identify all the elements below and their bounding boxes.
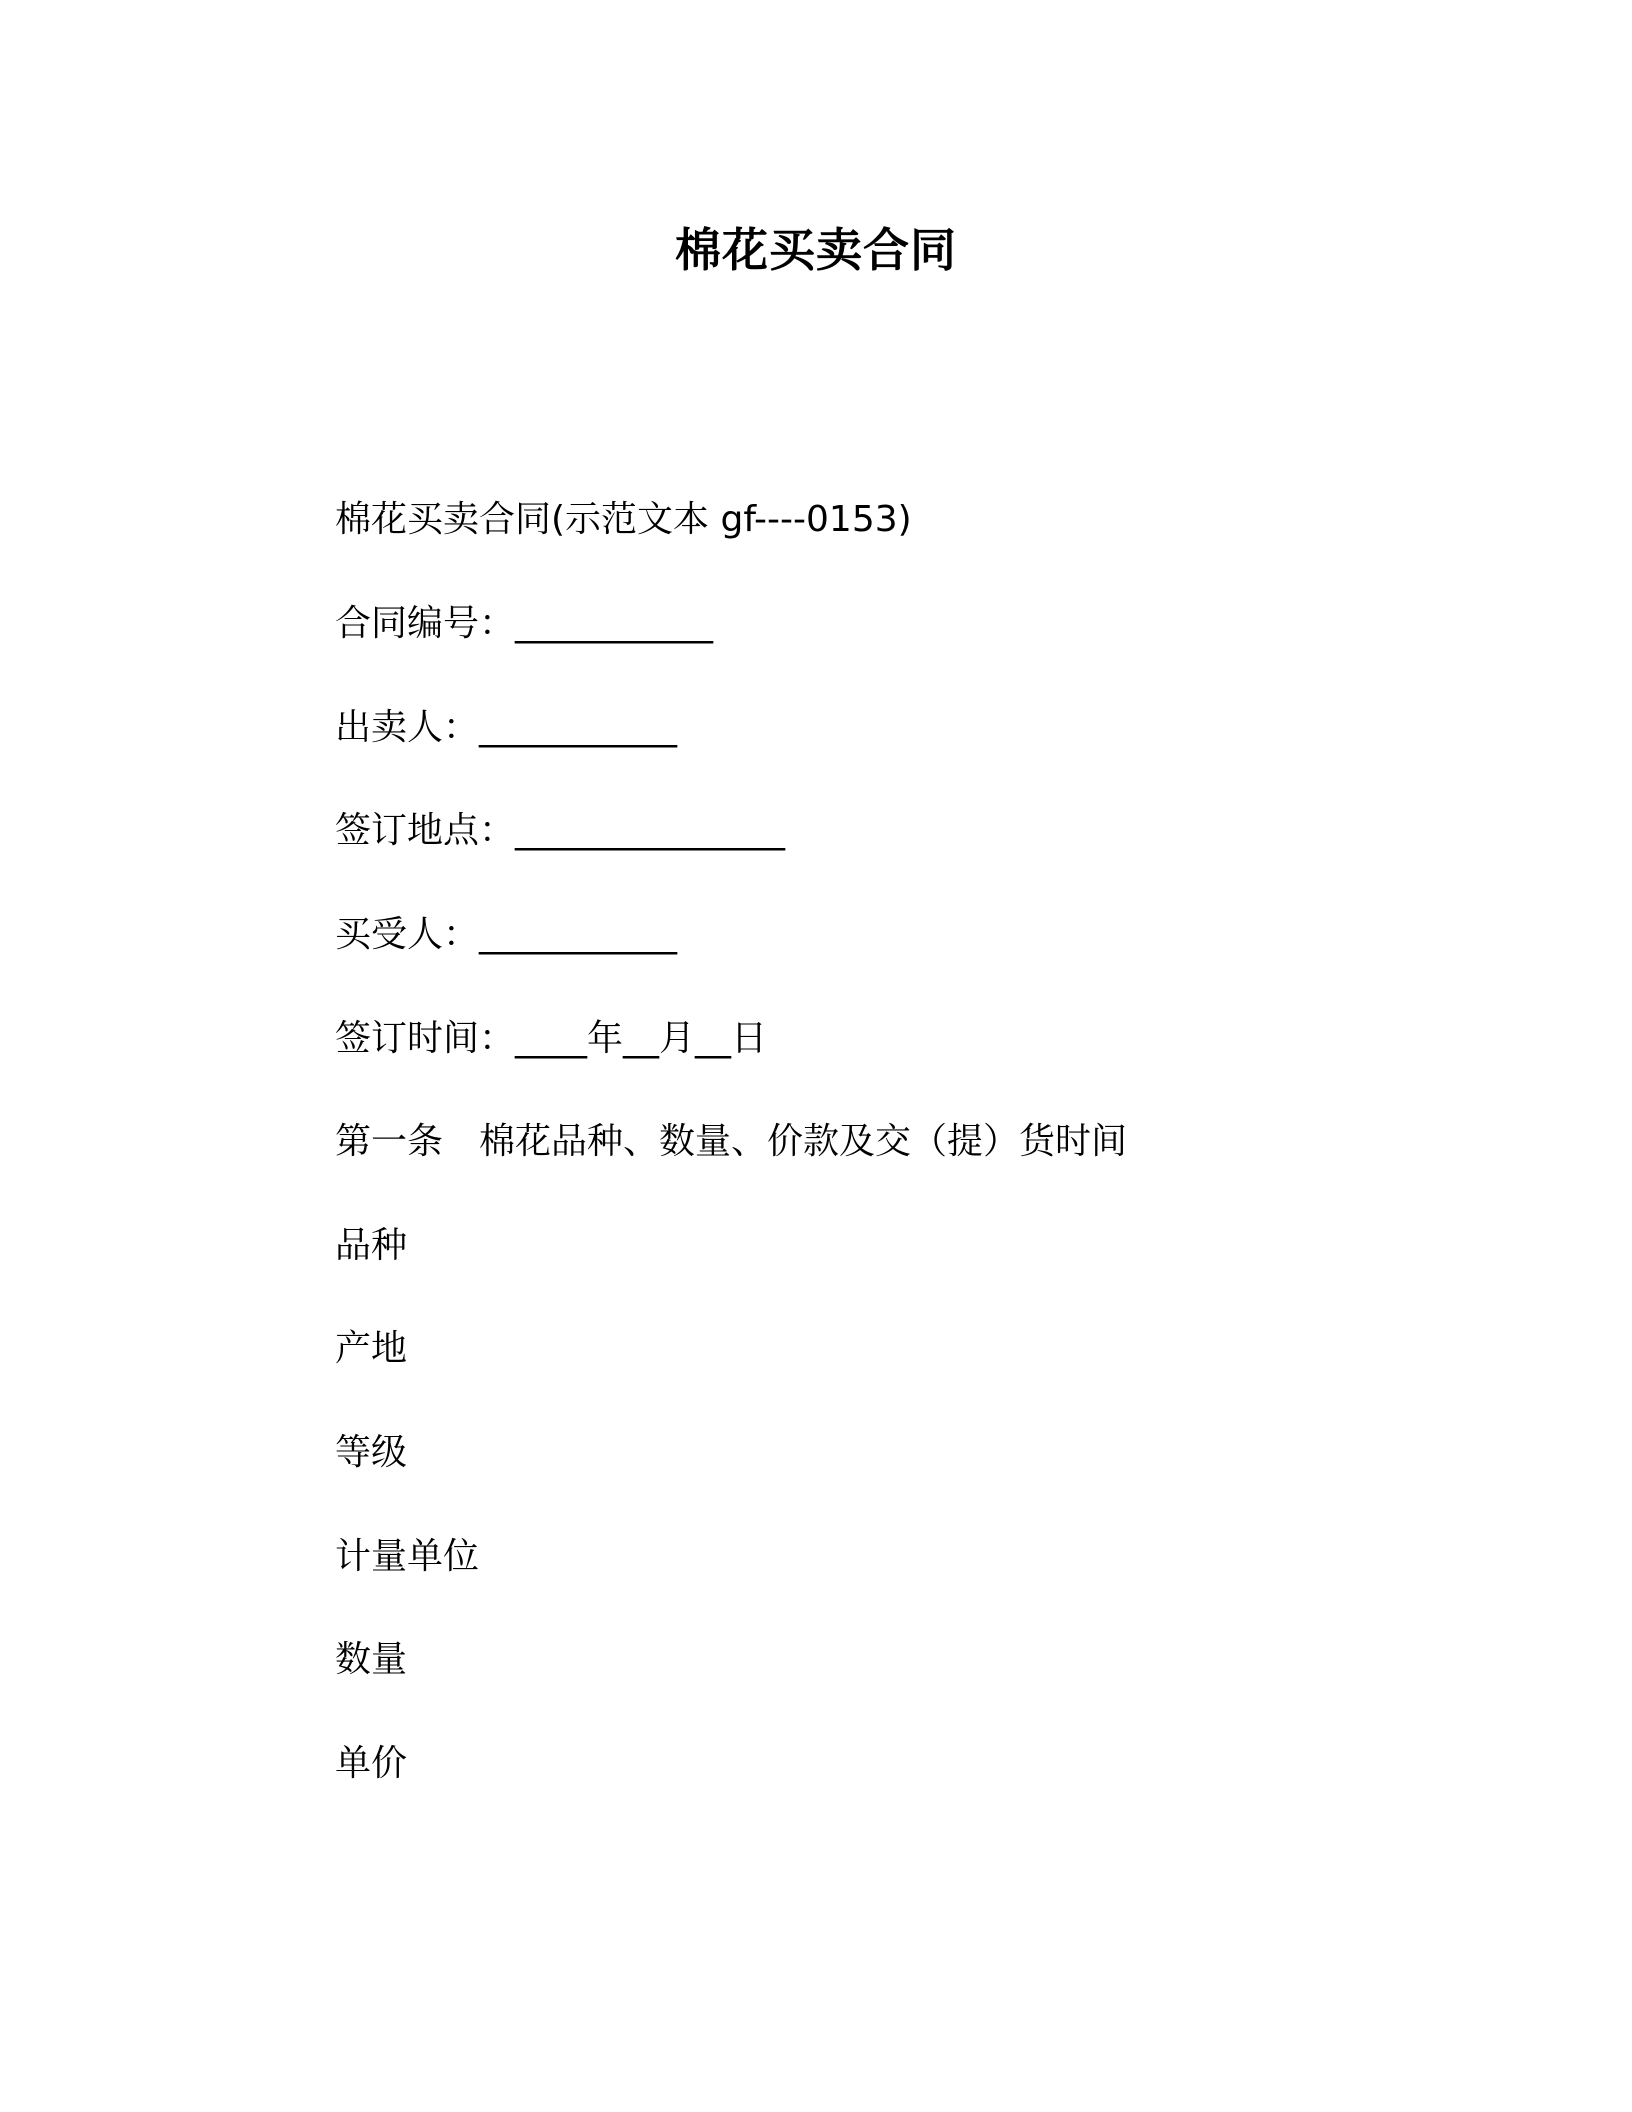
buyer-field: 买受人：___________ xyxy=(335,914,678,955)
contract-subtitle: 棉花买卖合同(示范文本 gf----0153) xyxy=(335,499,912,540)
item-unit-price: 单价 xyxy=(335,1743,408,1784)
signing-date-field: 签订时间：____年__月__日 xyxy=(335,1018,768,1059)
signing-place-field: 签订地点：_______________ xyxy=(335,810,786,851)
document-title: 棉花买卖合同 xyxy=(675,223,957,277)
seller-field: 出卖人：___________ xyxy=(335,707,678,748)
contract-number-field: 合同编号：___________ xyxy=(335,603,714,644)
item-grade: 等级 xyxy=(335,1432,408,1473)
article-one-heading: 第一条 棉花品种、数量、价款及交（提）货时间 xyxy=(335,1121,1128,1162)
item-unit: 计量单位 xyxy=(335,1536,480,1577)
item-quantity: 数量 xyxy=(335,1639,408,1680)
item-origin: 产地 xyxy=(335,1328,408,1369)
item-variety: 品种 xyxy=(335,1225,408,1266)
